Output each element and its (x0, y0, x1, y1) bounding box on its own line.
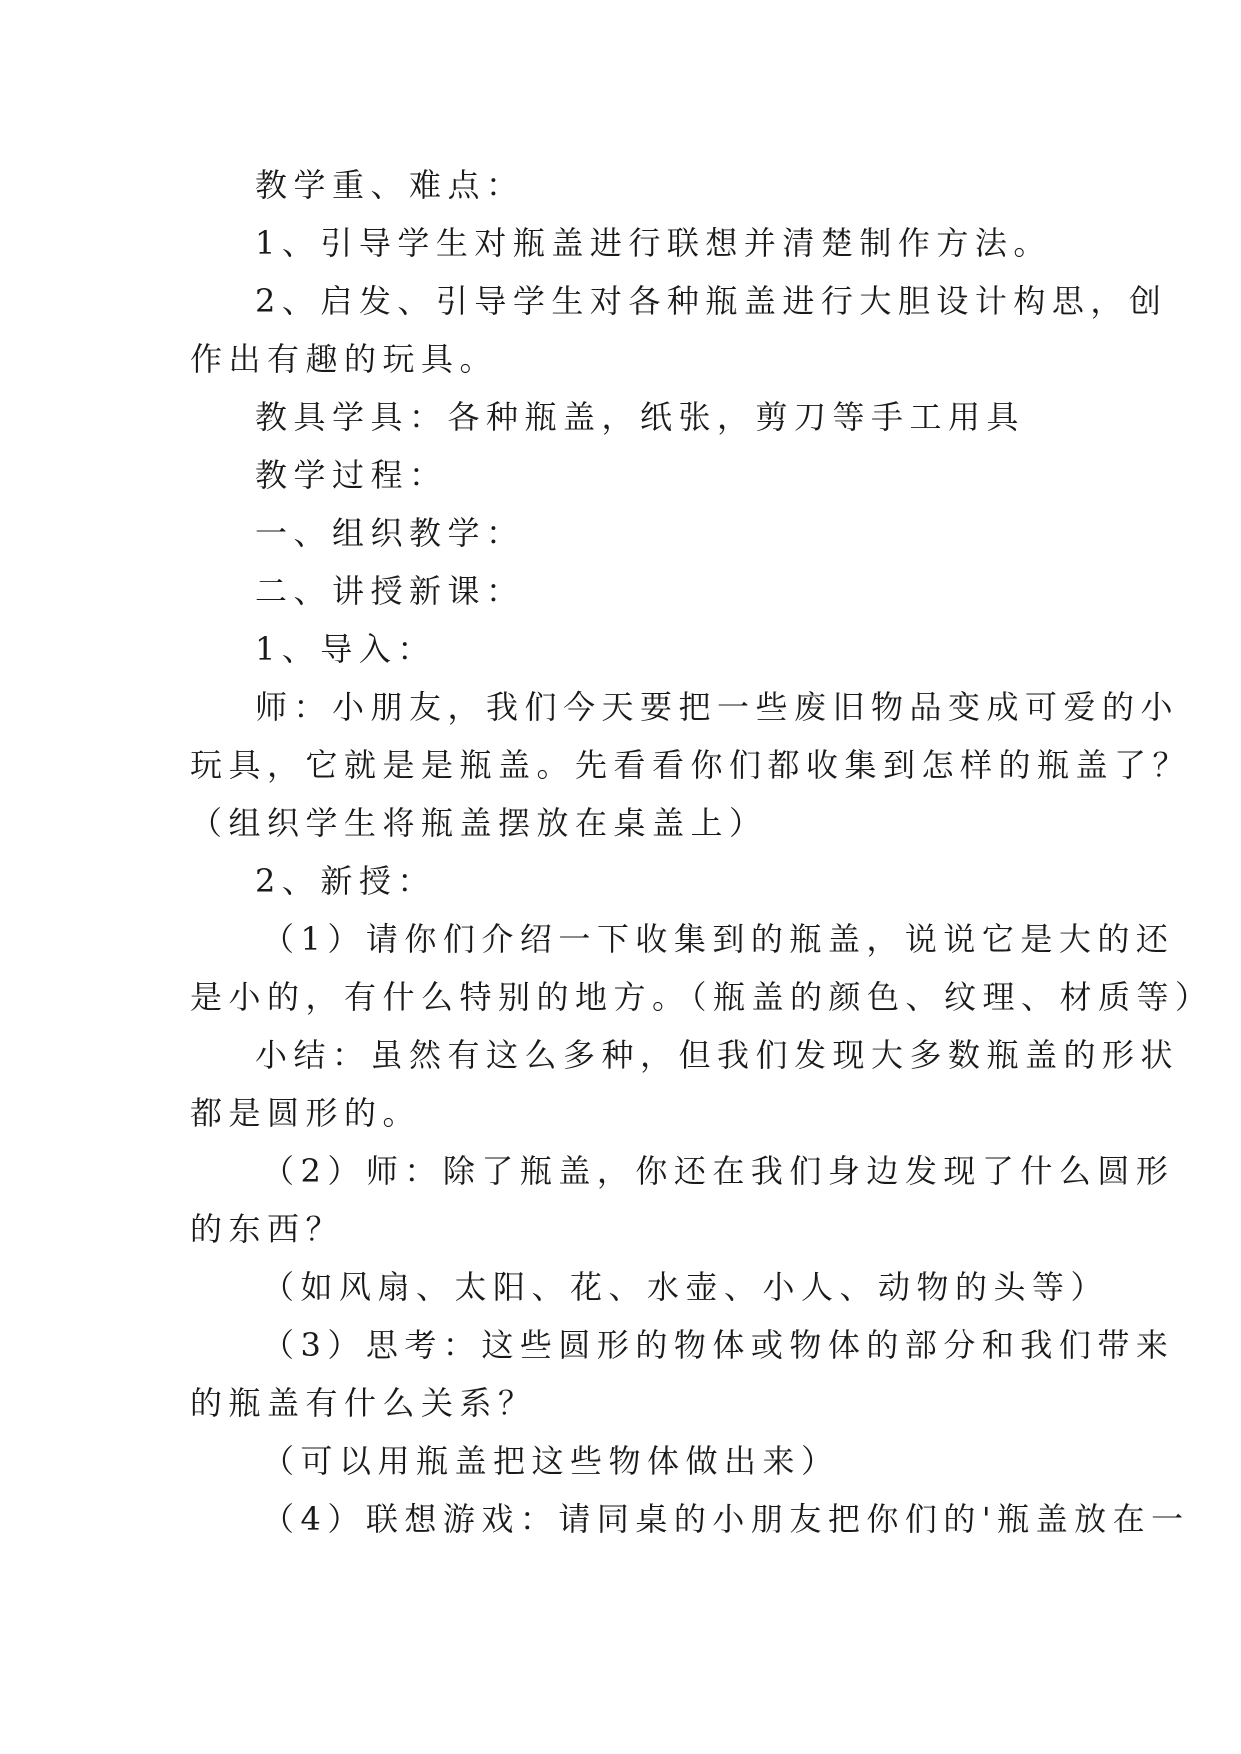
paragraph-line: 的东西？ (190, 1210, 345, 1248)
paragraph-line: （2）师：除了瓶盖，你还在我们身边发现了什么圆形 (262, 1152, 1175, 1190)
paragraph-line: 都是圆形的。 (190, 1094, 422, 1132)
subsection-heading: 2、新授： (255, 862, 436, 900)
paragraph-line: 小结：虽然有这么多种，但我们发现大多数瓶盖的形状 (255, 1036, 1180, 1074)
paragraph-line: （4）联想游戏：请同桌的小朋友把你们的'瓶盖放在一 (262, 1500, 1190, 1538)
paragraph-line: （可以用瓶盖把这些物体做出来） (262, 1442, 840, 1480)
paragraph-line: 的瓶盖有什么关系？ (190, 1384, 537, 1422)
section-heading: 一、组织教学： (255, 514, 525, 552)
paragraph-line: 玩具，它就是是瓶盖。先看看你们都收集到怎样的瓶盖了？ (190, 746, 1192, 784)
paragraph-line: 2、启发、引导学生对各种瓶盖进行大胆设计构思，创 (255, 282, 1168, 320)
heading-teaching-focus: 教学重、难点： (255, 166, 525, 204)
paragraph-line: （如风扇、太阳、花、水壶、小人、动物的头等） (262, 1268, 1110, 1306)
paragraph-line: （组织学生将瓶盖摆放在桌盖上） (190, 804, 768, 842)
paragraph-line: （3）思考：这些圆形的物体或物体的部分和我们带来 (262, 1326, 1175, 1364)
section-heading: 二、讲授新课： (255, 572, 525, 610)
subsection-heading: 1、导入： (255, 630, 436, 668)
heading-teaching-aids: 教具学具：各种瓶盖，纸张，剪刀等手工用具 (255, 398, 1026, 436)
paragraph-line: 是小的，有什么特别的地方。（瓶盖的颜色、纹理、材质等） (190, 978, 1214, 1016)
heading-teaching-process: 教学过程： (255, 456, 448, 494)
paragraph-line: （1）请你们介绍一下收集到的瓶盖，说说它是大的还 (262, 920, 1175, 958)
paragraph-line: 作出有趣的玩具。 (190, 340, 499, 378)
paragraph-line: 1、引导学生对瓶盖进行联想并清楚制作方法。 (255, 224, 1052, 262)
paragraph-line: 师：小朋友，我们今天要把一些废旧物品变成可爱的小 (255, 688, 1180, 726)
